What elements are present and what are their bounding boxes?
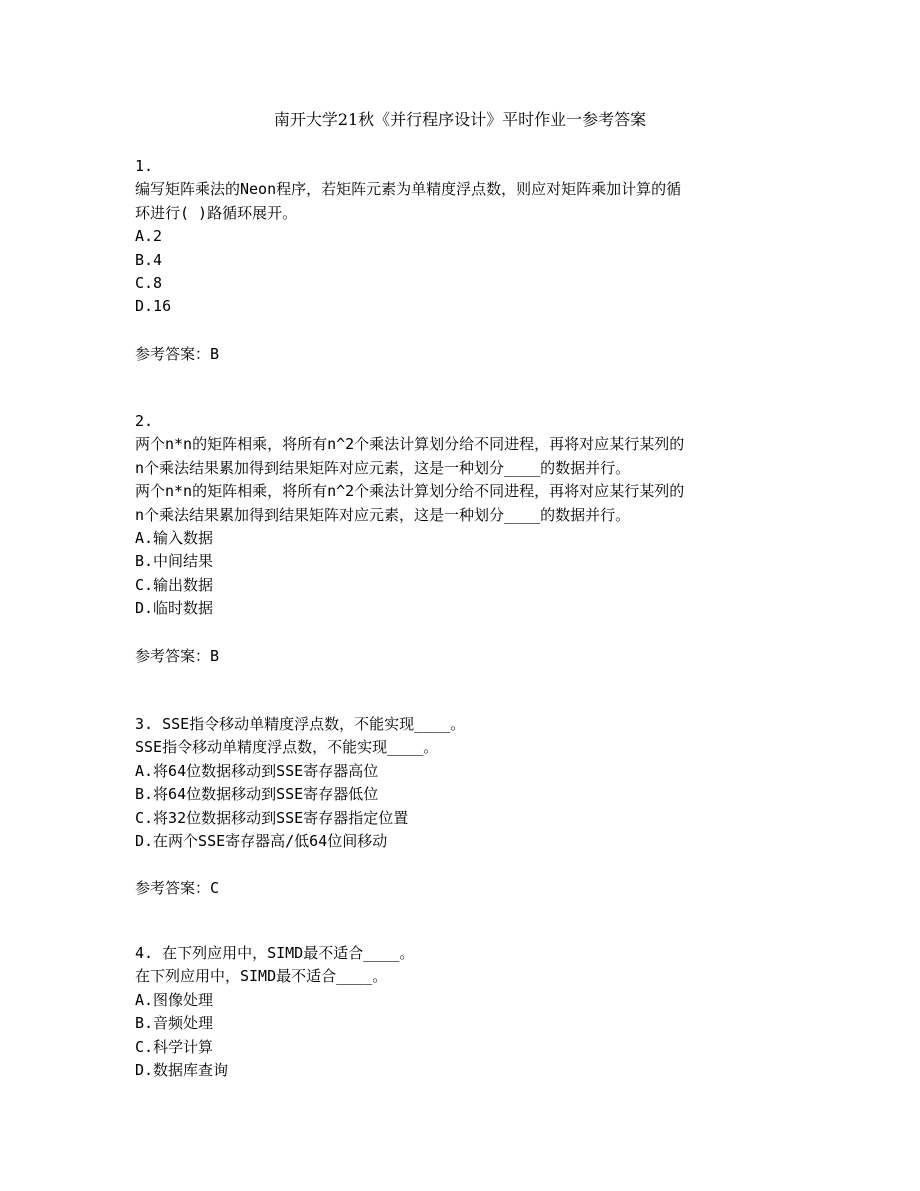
question-2 (135, 410, 795, 668)
reference-answer: 参考答案：C (135, 879, 220, 898)
option-b: B.4 (135, 250, 163, 269)
question-number: 1. (135, 157, 154, 175)
option-a: A.输入数据 (135, 529, 214, 548)
option-c: C.将32位数据移动到SSE寄存器指定位置 (135, 808, 409, 827)
option-b: B.将64位数据移动到SSE寄存器低位 (135, 785, 379, 804)
question-3 (135, 713, 795, 901)
question-text: SSE指令移动单精度浮点数，不能实现____。 (135, 738, 439, 757)
question-text: 环进行( )路循环展开。 (135, 203, 298, 222)
option-b: B.音频处理 (135, 1014, 214, 1033)
question-4 (135, 942, 795, 1082)
question-text: 3. SSE指令移动单精度浮点数，不能实现____。 (135, 715, 466, 733)
option-b: B.中间结果 (135, 552, 214, 571)
question-number: 2. (135, 412, 154, 430)
question-text: 4. 在下列应用中，SIMD最不适合____。 (135, 944, 415, 962)
option-a: A.将64位数据移动到SSE寄存器高位 (135, 761, 379, 780)
option-c: C.科学计算 (135, 1037, 214, 1056)
question-text: n个乘法结果累加得到结果矩阵对应元素，这是一种划分____的数据并行。 (135, 458, 631, 477)
question-text: n个乘法结果累加得到结果矩阵对应元素，这是一种划分____的数据并行。 (135, 505, 631, 524)
question-text: 编写矩阵乘法的Neon程序，若矩阵元素为单精度浮点数，则应对矩阵乘加计算的循 (135, 180, 682, 199)
option-c: C.输出数据 (135, 575, 214, 594)
option-d: D.在两个SSE寄存器高/低64位间移动 (135, 832, 388, 851)
option-d: D.临时数据 (135, 599, 214, 618)
reference-answer: 参考答案：B (135, 646, 220, 665)
page-title: 南开大学21秋《并行程序设计》平时作业一参考答案 (273, 110, 647, 129)
question-text: 在下列应用中，SIMD最不适合____。 (135, 967, 388, 986)
option-a: A.2 (135, 227, 163, 246)
option-a: A.图像处理 (135, 990, 214, 1009)
option-d: D.16 (135, 297, 172, 316)
question-1 (135, 155, 795, 366)
question-text: 两个n*n的矩阵相乘，将所有n^2个乘法计算划分给不同进程，再将对应某行某列的 (135, 435, 685, 454)
question-text: 两个n*n的矩阵相乘，将所有n^2个乘法计算划分给不同进程，再将对应某行某列的 (135, 482, 685, 501)
option-c: C.8 (135, 274, 163, 293)
reference-answer: 参考答案：B (135, 344, 220, 363)
option-d: D.数据库查询 (135, 1061, 229, 1080)
